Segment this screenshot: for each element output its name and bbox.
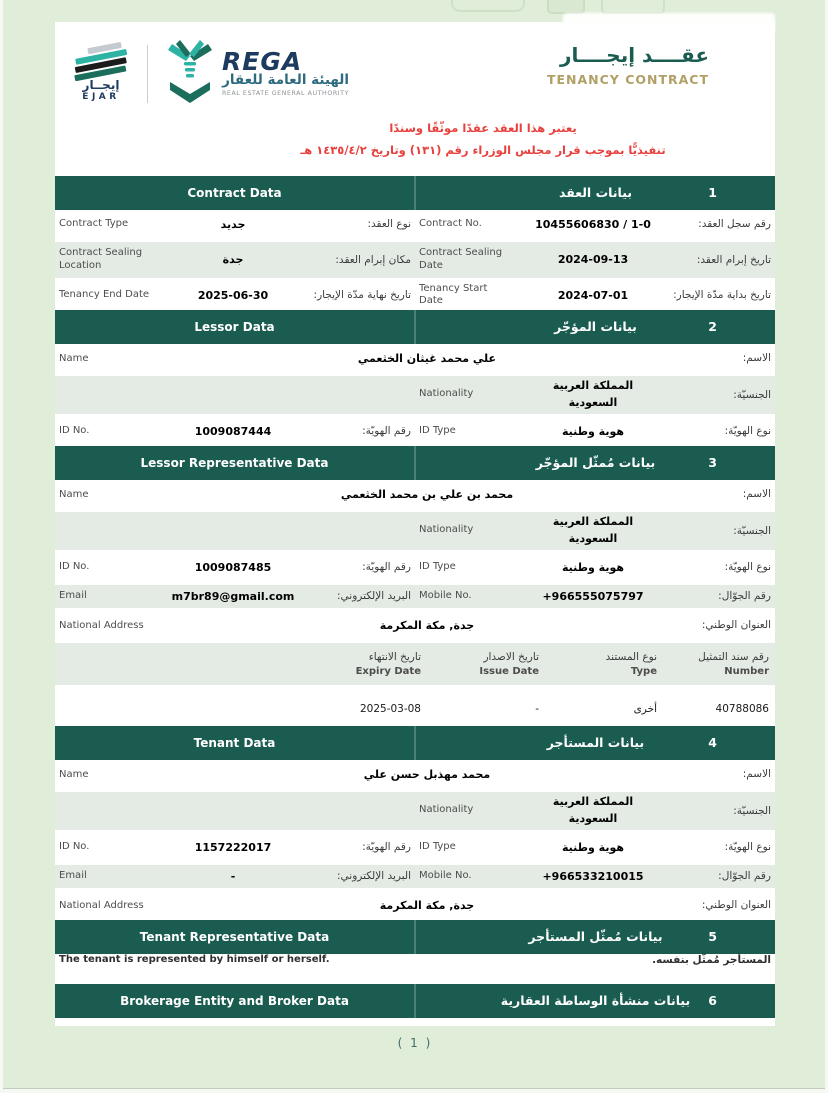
deed-col-header-ar: تاريخ الانتهاء — [368, 651, 421, 664]
page-number: ( 1 ) — [397, 1036, 433, 1050]
table-row — [55, 210, 775, 239]
deed-issue-date-value: - — [535, 703, 539, 716]
field-label-en: Nationality — [419, 804, 474, 816]
section-number: 5 — [708, 929, 717, 945]
document-header — [55, 22, 775, 108]
field-label-en: Contract No. — [419, 217, 482, 229]
legal-notice-line1: يعتبر هذا العقد عقدًا موثّقًا وسندًا — [389, 121, 577, 135]
table-row — [55, 760, 775, 789]
section-header-contract-data — [55, 176, 775, 210]
field-label-en: Nationality — [419, 388, 474, 400]
field-label-en: ID No. — [59, 840, 90, 852]
legal-notice-line2: تنفيذيًّا بموجب قرار مجلس الوزراء رقم (١٣١) وتاريخ ١٤٣٥/٤/٢ هـ — [300, 142, 666, 157]
tenant-name-value: محمد مهذبل حسن علي — [363, 767, 491, 781]
field-label-en: Mobile No. — [419, 589, 472, 601]
ejar-name-arabic: إيجــار — [82, 78, 120, 92]
field-label-en: ID No. — [59, 424, 90, 436]
document-title-arabic: عقــــد إيجــــار — [559, 43, 709, 67]
field-label-en: ID Type — [419, 560, 456, 572]
field-label-en: Contract Sealing Location — [59, 247, 143, 271]
sealing-location-value: جدة — [222, 253, 244, 267]
field-label-en: National Address — [59, 899, 144, 911]
deed-number-value: 40788086 — [715, 703, 769, 716]
section-title-english: Contract Data — [187, 185, 282, 200]
section-title-arabic: بيانات منشأة الوساطة العقارية — [500, 993, 691, 1009]
field-label-ar: رقم الجوّال: — [718, 870, 771, 883]
rega-logo — [164, 40, 349, 108]
tenancy-end-value: 2025-06-30 — [197, 288, 269, 302]
field-label-ar: نوع العقد: — [367, 218, 411, 231]
section-title-arabic: بيانات المؤجّر — [554, 319, 637, 335]
contract-number-value: 10455606830 / 1-0 — [535, 217, 651, 231]
lessor-nationality-value: المملكة العربية السعودية — [552, 379, 634, 409]
table-row — [55, 891, 775, 920]
table-row — [55, 611, 775, 640]
table-row — [55, 417, 775, 446]
field-label-ar: رقم الهويّة: — [362, 425, 411, 438]
lessor-rep-email-value: m7br89@gmail.com — [171, 589, 295, 603]
legal-notice — [123, 118, 828, 162]
section-title-arabic: بيانات المستأجر — [546, 735, 645, 751]
field-label-ar: الاسم: — [742, 352, 771, 365]
field-label-en: ID Type — [419, 840, 456, 852]
field-label-ar: نوع الهويّة: — [724, 841, 771, 854]
document-title-block — [547, 40, 761, 87]
logo-zone — [65, 40, 349, 108]
contract-page — [55, 22, 775, 1026]
field-label-en: Nationality — [419, 524, 474, 536]
field-label-en: Email — [59, 589, 87, 601]
field-label-ar: تاريخ بداية مدّة الإيجار: — [673, 289, 771, 302]
field-label-ar: العنوان الوطني: — [701, 899, 771, 912]
field-label-ar: البريد الإلكتروني: — [337, 870, 411, 883]
field-label-ar: رقم الهويّة: — [362, 561, 411, 574]
field-label-ar: رقم الهويّة: — [362, 841, 411, 854]
section-title-arabic: بيانات مُمثّل المؤجّر — [535, 455, 656, 471]
ejar-name-english: EJAR — [82, 92, 120, 102]
lessor-rep-nationality-value: المملكة العربية السعودية — [552, 515, 634, 545]
tenant-id-number-value: 1157222017 — [194, 840, 272, 854]
document-title-english: TENANCY CONTRACT — [546, 72, 709, 87]
field-label-ar: الاسم: — [742, 488, 771, 501]
deed-table-header — [55, 640, 775, 688]
field-label-ar: الجنسيّة: — [733, 524, 771, 537]
table-row — [55, 281, 775, 310]
section-number: 2 — [708, 319, 717, 335]
field-label-en: Contract Type — [59, 217, 129, 229]
deed-col-header-ar: تاريخ الاصدار — [483, 651, 539, 664]
sealing-date-value: 2024-09-13 — [557, 253, 629, 267]
ghost-toolbar-icon — [547, 0, 585, 14]
deed-col-header-en: Number — [724, 666, 769, 678]
table-row — [55, 862, 775, 891]
rega-acronym: REGA — [222, 46, 303, 76]
ghost-toolbar-icon — [601, 0, 665, 14]
tenant-id-type-value: هوية وطنية — [561, 840, 624, 854]
deed-col-header-ar: رقم سند التمثيل — [698, 651, 769, 664]
field-label-ar: الجنسيّة: — [733, 804, 771, 817]
section-header-lessor-representative — [55, 446, 775, 480]
lessor-id-type-value: هوية وطنية — [561, 424, 624, 438]
rega-name-arabic: الهيئة العامة للعقار — [222, 72, 349, 89]
field-label-ar: الجنسيّة: — [733, 388, 771, 401]
section-header-tenant-representative — [55, 920, 775, 954]
field-label-en: Name — [59, 488, 89, 500]
representation-note-en: The tenant is represented by himself or herself. — [59, 953, 330, 965]
table-row — [55, 373, 775, 417]
tenant-address-value: جدة, مكة المكرمة — [379, 898, 475, 912]
tenant-nationality-value: المملكة العربية السعودية — [552, 795, 634, 825]
field-label-ar: نوع الهويّة: — [724, 425, 771, 438]
table-row — [55, 582, 775, 611]
field-label-ar: رقم الجوّال: — [718, 590, 771, 603]
field-label-ar: تاريخ نهاية مدّة الإيجار: — [313, 289, 411, 302]
viewer-background — [3, 0, 825, 1089]
field-label-en: ID No. — [59, 560, 90, 572]
lessor-id-number-value: 1009087444 — [194, 424, 272, 438]
field-label-en: Contract Sealing Date — [419, 247, 503, 271]
tenant-mobile-value: +966533210015 — [542, 869, 644, 883]
section-number: 6 — [708, 993, 717, 1009]
ghost-toolbar-icon — [451, 0, 525, 12]
field-label-ar: نوع الهويّة: — [724, 561, 771, 574]
lessor-rep-address-value: جدة, مكة المكرمة — [379, 618, 475, 632]
table-row — [55, 833, 775, 862]
deed-table-values — [55, 688, 775, 726]
table-row — [55, 553, 775, 582]
table-row — [55, 789, 775, 833]
field-label-ar: البريد الإلكتروني: — [337, 590, 411, 603]
rega-name-english: REAL ESTATE GENERAL AUTHORITY — [222, 90, 349, 97]
field-label-en: Tenancy Start Date — [419, 282, 488, 307]
section-title-arabic: بيانات العقد — [558, 185, 633, 201]
table-row — [55, 344, 775, 373]
field-label-en: ID Type — [419, 424, 456, 436]
lessor-rep-name-value: محمد بن علي بن محمد الخثعمي — [340, 487, 514, 501]
representation-note-ar: المستأجر مُمثّل بنفسه. — [652, 953, 771, 966]
section-title-arabic: بيانات مُمثّل المستأجر — [528, 929, 663, 945]
field-label-en: Tenancy End Date — [59, 288, 150, 300]
section-number: 1 — [708, 185, 717, 201]
lessor-rep-mobile-value: +966555075797 — [542, 589, 644, 603]
rega-palm-icon — [164, 40, 216, 108]
section-header-tenant-data — [55, 726, 775, 760]
deed-type-value: أخرى — [633, 703, 657, 716]
lessor-rep-id-type-value: هوية وطنية — [561, 560, 624, 574]
lessor-name-value: علي محمد غيثان الخثعمي — [357, 351, 497, 365]
logo-divider — [147, 45, 148, 103]
contract-type-value: جديد — [220, 217, 246, 231]
ejar-stripes-icon — [70, 41, 133, 82]
section-header-brokerage — [55, 984, 775, 1018]
section-number: 3 — [708, 455, 717, 471]
table-row — [55, 480, 775, 509]
deed-col-header-en: Expiry Date — [355, 666, 421, 678]
section-title-english: Lessor Representative Data — [140, 455, 329, 470]
tenant-email-value: - — [230, 869, 236, 883]
ejar-logo — [65, 46, 137, 102]
deed-col-header-en: Type — [630, 666, 657, 678]
field-label-en: Name — [59, 768, 89, 780]
tenancy-start-value: 2024-07-01 — [557, 288, 629, 302]
field-label-en: National Address — [59, 619, 144, 631]
field-label-ar: العنوان الوطني: — [701, 619, 771, 632]
section-title-english: Lessor Data — [194, 319, 275, 334]
table-row — [55, 239, 775, 281]
field-label-en: Name — [59, 352, 89, 364]
section-number: 4 — [708, 735, 717, 751]
field-label-ar: رقم سجل العقد: — [698, 218, 771, 231]
section-title-english: Tenant Data — [193, 735, 276, 750]
section-header-lessor-data — [55, 310, 775, 344]
field-label-ar: تاريخ إبرام العقد: — [696, 253, 771, 266]
lessor-rep-id-number-value: 1009087485 — [194, 560, 272, 574]
table-row — [55, 509, 775, 553]
deed-expiry-date-value: 2025-03-08 — [359, 703, 421, 716]
field-label-ar: مكان إبرام العقد: — [335, 253, 411, 266]
deed-col-header-en: Issue Date — [479, 666, 539, 678]
section-title-english: Tenant Representative Data — [139, 929, 330, 944]
tenant-representation-note — [55, 954, 775, 984]
field-label-en: Email — [59, 869, 87, 881]
field-label-ar: الاسم: — [742, 768, 771, 781]
section-title-english: Brokerage Entity and Broker Data — [120, 993, 349, 1008]
deed-col-header-ar: نوع المستند — [605, 651, 657, 664]
field-label-en: Mobile No. — [419, 869, 472, 881]
